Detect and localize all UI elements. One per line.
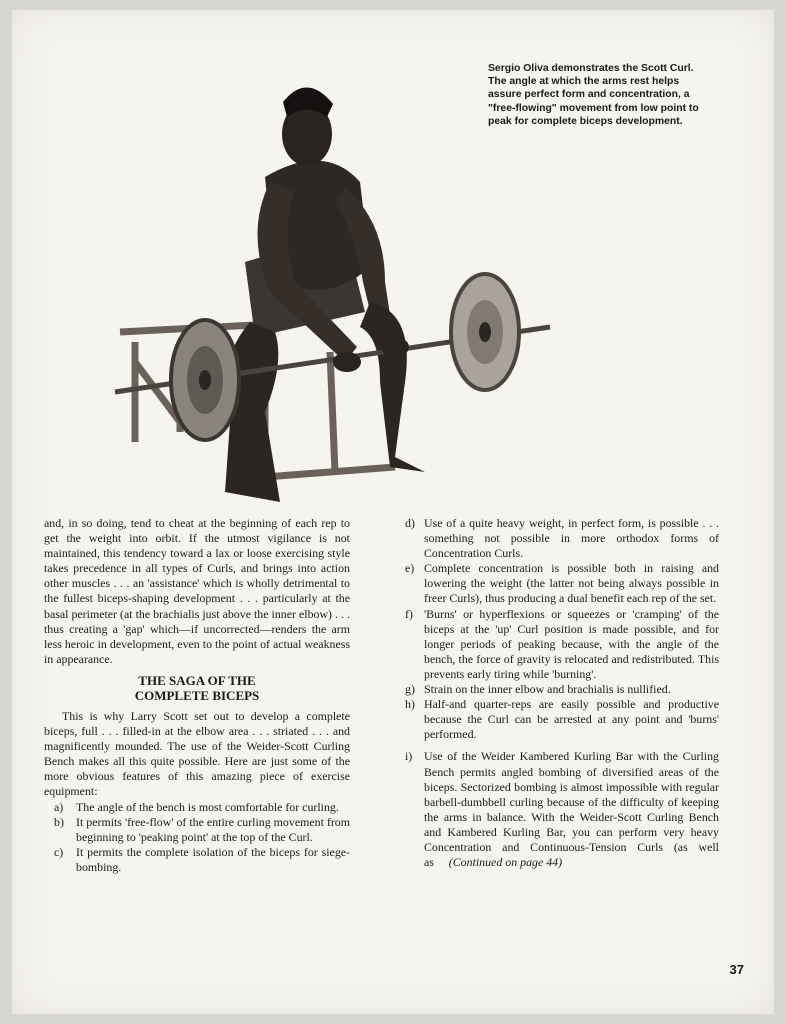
list-item-text: Complete concentration is possible both in raising and lowering the weight (the latter not being always possible in freer Curls), thus producing a dual benefit each rep of the set. bbox=[424, 561, 719, 606]
list-item-text: The angle of the bench is most comfortable for curling. bbox=[76, 799, 339, 814]
list-item-text-body: Use of the Weider Kambered Kurling Bar with the Curling Bench permits angled bombing of diversified areas of the biceps. Sectorized bombing is almost impossible with regular barbell-dumbbell curling because of the difficulty of keeping the arms in balance. With the Weider-Scott Curling Bench and Kambered Kurling Bar, you can perform very heavy Concentration and Continuous-Tension Curls (as well as bbox=[424, 749, 719, 870]
list-item-text: It permits 'free-flow' of the entire curling movement from beginning to 'peaking point' at the top of the Curl. bbox=[76, 814, 350, 844]
list-item bbox=[44, 815, 350, 845]
list-item bbox=[405, 749, 719, 870]
list-item-label: c) bbox=[54, 844, 64, 859]
photo-caption: Sergio Oliva demonstrates the Scott Curl. The angle at which the arms rest helps assure perfect form and concentration, a "free-flowing" movement from low point to peak for complete biceps development. bbox=[488, 63, 699, 127]
list-item-label: h) bbox=[405, 697, 415, 712]
list-item-label: g) bbox=[405, 682, 415, 697]
list-item-label: b) bbox=[54, 814, 64, 829]
list-item bbox=[405, 607, 719, 682]
list-item-label: a) bbox=[54, 799, 64, 814]
list-item-text bbox=[424, 749, 719, 870]
section-heading-line-1: THE SAGA OF THE bbox=[138, 672, 256, 688]
list-item-label: e) bbox=[405, 561, 415, 576]
left-paragraph-2: This is why Larry Scott set out to develop a complete biceps, full . . . filled-in at the elbow area . . . striated . . . and magnificently mounded. The use of the Weider-Scott Curling Bench makes all this quite possible. Here are just some of the more obvious features of this amazing piece of exercise equipment: bbox=[44, 708, 350, 799]
photo-scott-curl bbox=[95, 62, 555, 507]
list-item bbox=[44, 845, 350, 875]
list-item-text: Use of a quite heavy weight, in perfect form, is possible . . . something not possible in more orthodox forms of Concentration Curls. bbox=[424, 516, 719, 561]
list-item-label: f) bbox=[405, 606, 413, 621]
right-leg bbox=[360, 302, 425, 472]
list-item-text: Strain on the inner elbow and brachialis is nullified. bbox=[424, 682, 671, 697]
list-item bbox=[405, 561, 719, 606]
list-item bbox=[405, 682, 719, 697]
left-paragraph-1: and, in so doing, tend to cheat at the beginning of each rep to get the weight into orbit. If the utmost vigilance is not maintained, this tendency toward a lax or loose exercising style takes precedence in all types of Curls, and brings into action other muscles . . . an 'assistance' which is wholly detrimental to the fullest biceps-shaping development . . . particularly at the basal perimeter (at the brachialis just above the inner elbow) . . . thus creating a 'gap' which—if uncorrected—renders the arm less heroic in development, even to the point of actual weakness in appearance. bbox=[44, 516, 350, 666]
section-heading-line-2: COMPLETE BICEPS bbox=[134, 687, 260, 703]
left-column bbox=[44, 516, 350, 875]
section-heading bbox=[44, 673, 350, 703]
list-item-label: i) bbox=[405, 749, 413, 764]
list-item-text: It permits the complete isolation of the biceps for siege-bombing. bbox=[76, 844, 350, 874]
list-item bbox=[405, 516, 719, 561]
page-number: 37 bbox=[729, 962, 744, 977]
right-column bbox=[405, 516, 719, 870]
continued-note: (Continued on page 44) bbox=[448, 855, 563, 870]
list-item bbox=[44, 800, 350, 815]
left-feature-list bbox=[44, 800, 350, 875]
list-item bbox=[405, 697, 719, 742]
list-item-label: d) bbox=[405, 516, 415, 530]
list-item-text: 'Burns' or hyperflexions or squeezes or 'cramping' of the biceps at the 'up' Curl position is made possible, and for longer periods of peaking because, with the angle of the bench, the force of gravity is relocated and redistributed. This prevents early tiring while 'burning'. bbox=[424, 606, 719, 681]
list-item-text: Half-and quarter-reps are easily possible and productive because the Curl can be arrested at any point and 'burns' performed. bbox=[424, 697, 719, 742]
